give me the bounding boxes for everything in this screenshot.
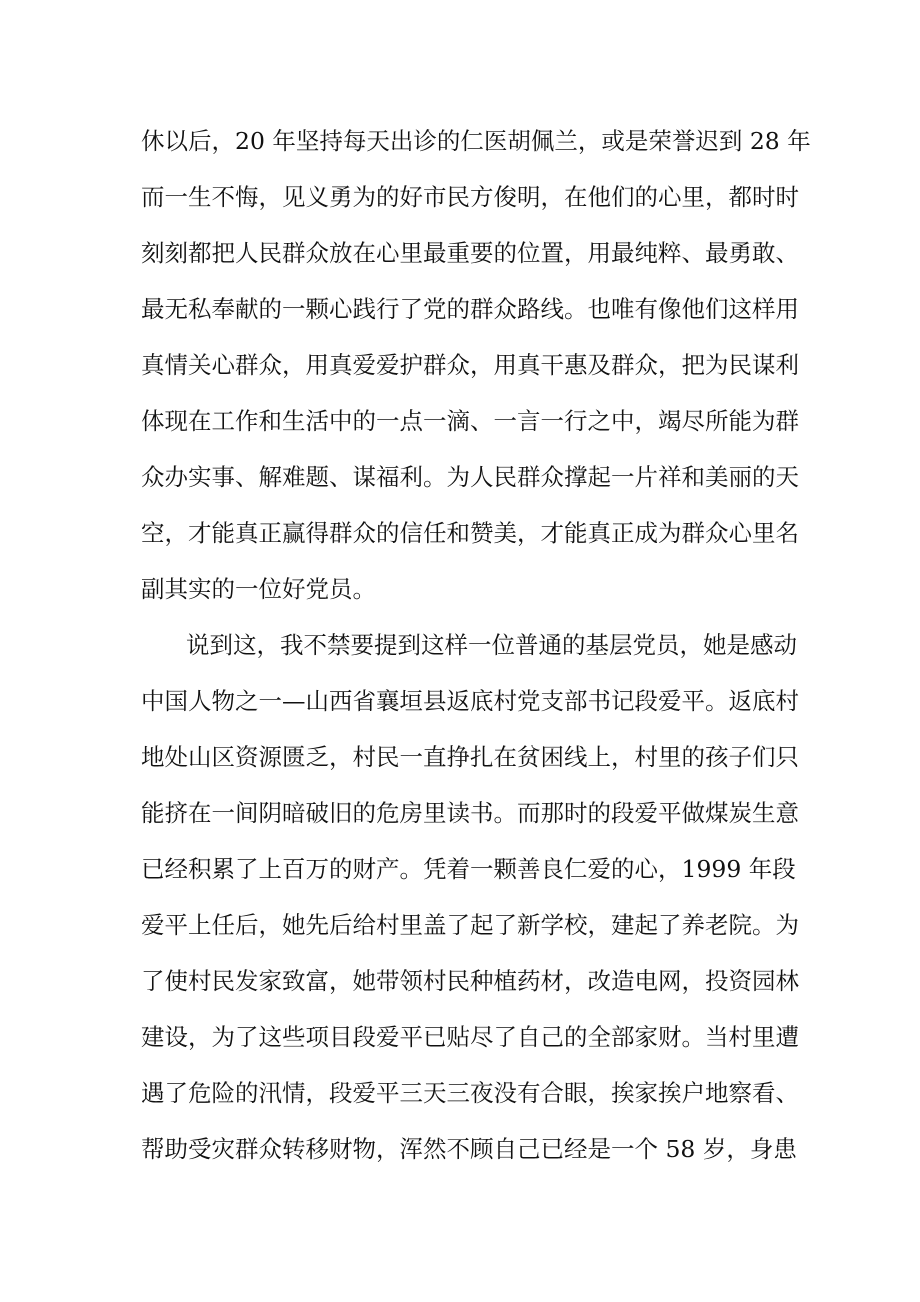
text-line: 中国人物之一—山西省襄垣县返底村党支部书记段爱平。返底村 <box>141 687 799 715</box>
text-line: 而一生不悔，见义勇为的好市民方俊明，在他们的心里，都时时 <box>141 183 799 211</box>
text-line: 爱平上任后，她先后给村里盖了起了新学校，建起了养老院。为 <box>141 911 799 939</box>
text-line: 副其实的一位好党员。 <box>141 575 376 603</box>
text-line: 帮助受灾群众转移财物，浑然不顾自己已经是一个 58 岁，身患 <box>141 1135 797 1163</box>
paragraph-1 <box>141 118 811 622</box>
text-line: 真情关心群众，用真爱爱护群众，用真干惠及群众，把为民谋利 <box>141 351 799 379</box>
text-line: 了使村民发家致富，她带领村民种植药材，改造电网，投资园林 <box>141 967 799 995</box>
paragraph-2 <box>141 622 799 1182</box>
text-line: 体现在工作和生活中的一点一滴、一言一行之中，竭尽所能为群 <box>141 407 799 435</box>
text-line: 空，才能真正赢得群众的信任和赞美，才能真正成为群众心里名 <box>141 519 799 547</box>
text-line: 说到这，我不禁要提到这样一位普通的基层党员，她是感动 <box>186 631 797 659</box>
text-line: 遇了危险的汛情，段爱平三天三夜没有合眼，挨家挨户地察看、 <box>141 1079 799 1107</box>
text-line: 刻刻都把人民群众放在心里最重要的位置，用最纯粹、最勇敢、 <box>141 239 799 267</box>
text-line: 已经积累了上百万的财产。凭着一颗善良仁爱的心，1999 年段 <box>141 855 796 883</box>
body-text <box>141 118 811 1182</box>
text-line: 休以后，20 年坚持每天出诊的仁医胡佩兰，或是荣誉迟到 28 年 <box>141 127 811 155</box>
text-line: 地处山区资源匮乏，村民一直挣扎在贫困线上，村里的孩子们只 <box>141 743 799 771</box>
text-line: 众办实事、解难题、谋福利。为人民群众撑起一片祥和美丽的天 <box>141 463 799 491</box>
text-line: 最无私奉献的一颗心践行了党的群众路线。也唯有像他们这样用 <box>141 295 799 323</box>
text-line: 建设，为了这些项目段爱平已贴尽了自己的全部家财。当村里遭 <box>141 1023 799 1051</box>
text-line: 能挤在一间阴暗破旧的危房里读书。而那时的段爱平做煤炭生意 <box>141 799 799 827</box>
